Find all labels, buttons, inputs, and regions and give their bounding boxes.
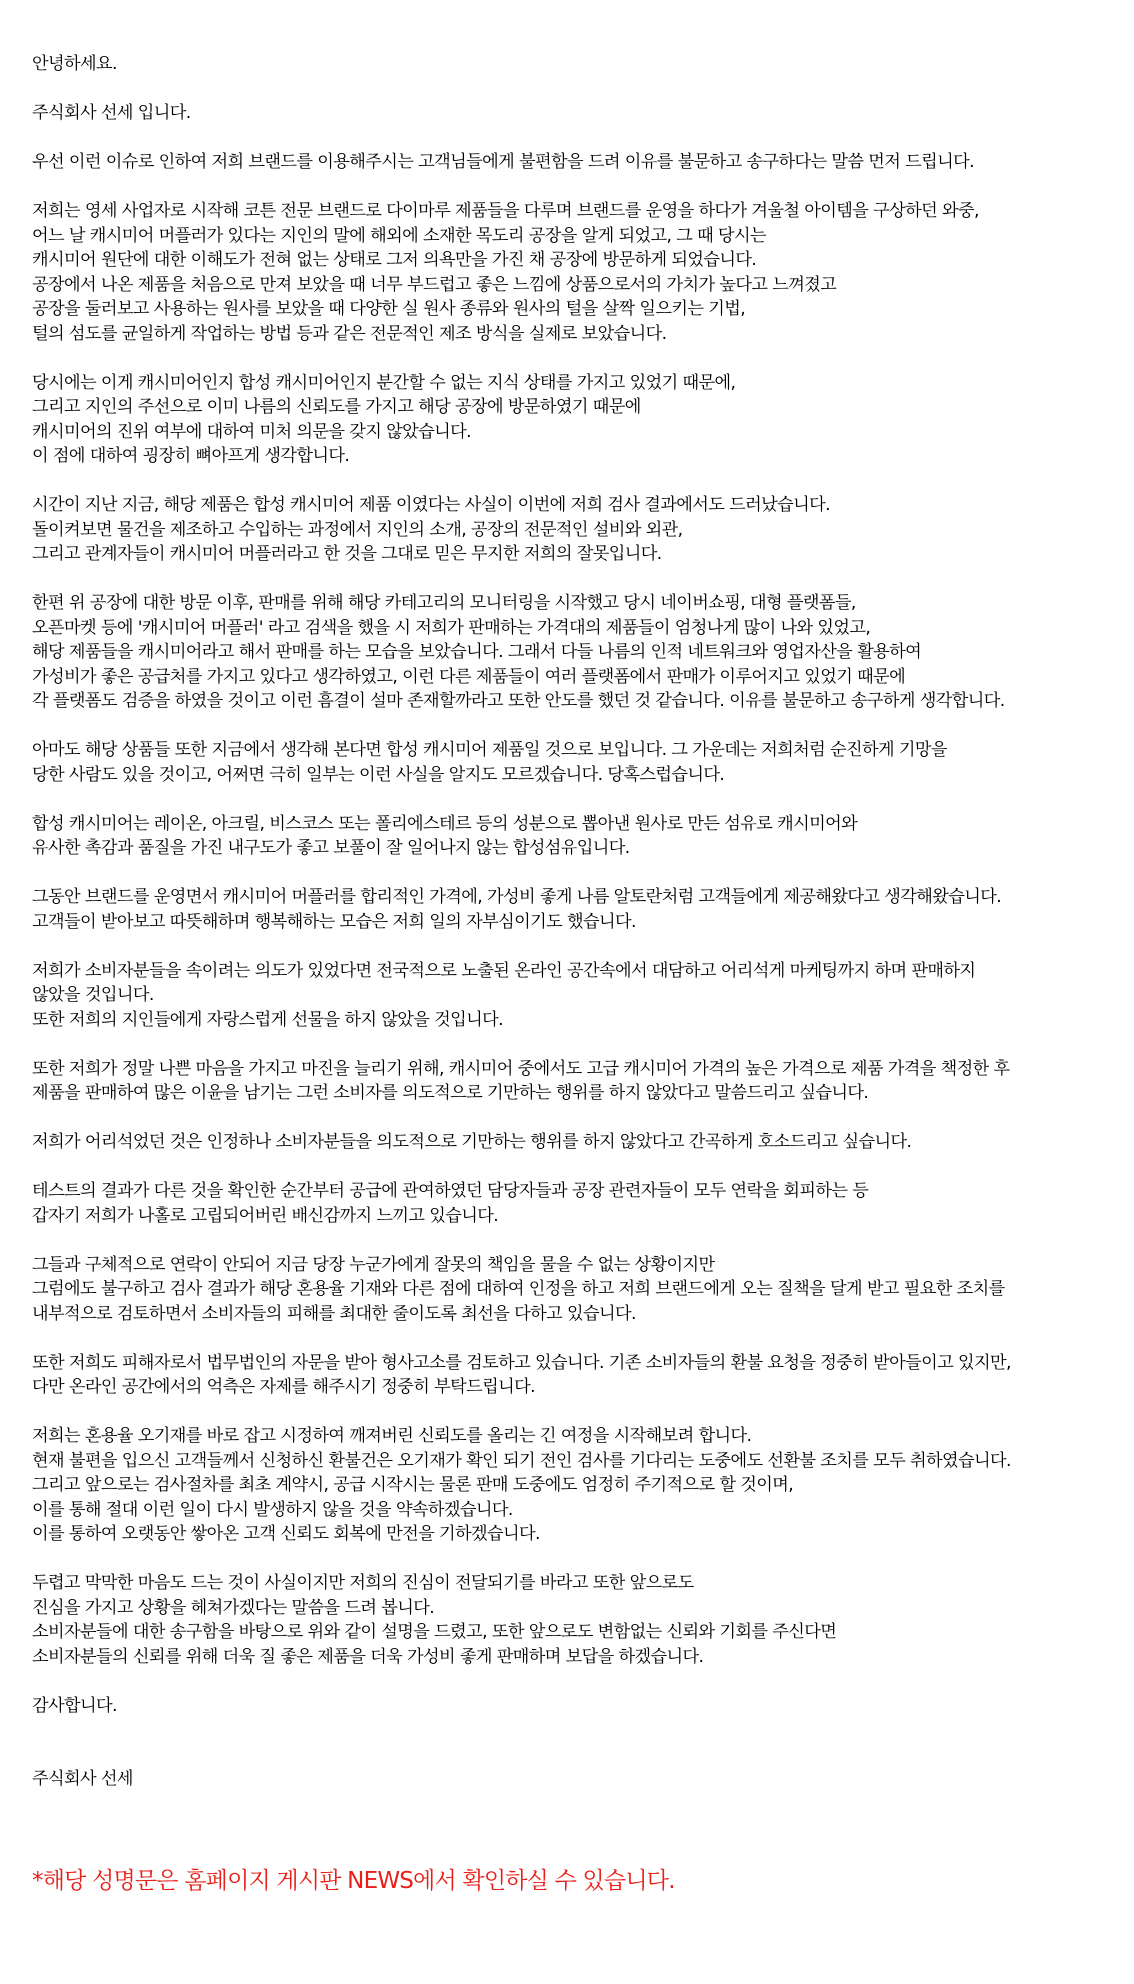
paragraph-line: 저희는 혼용율 오기재를 바로 잡고 시정하여 깨져버린 신뢰도를 올리는 긴 여정을 시작해보려 합니다. [32, 1426, 752, 1446]
paragraph-line: 그리고 앞으로는 검사절차를 최초 계약시, 공급 시작시는 물론 판매 도중에도 엄정히 주기적으로 할 것이며, [32, 1475, 794, 1495]
paragraph-line: 각 플랫폼도 검증을 하였을 것이고 이런 흠결이 설마 존재할까라고 또한 안도를 했던 것 같습니다. 이유를 불문하고 송구하게 생각합니다. [32, 691, 1005, 711]
statement-paragraph [32, 371, 1122, 469]
paragraph-line: 고객들이 받아보고 따뜻해하며 행복해하는 모습은 저희 일의 자부심이기도 했습니다. [32, 911, 636, 932]
paragraph-line: 내부적으로 검토하면서 소비자들의 피해를 최대한 줄이도록 최선을 다하고 있습니다. [32, 1303, 636, 1324]
paragraph-line: 가성비가 좋은 공급처를 가지고 있다고 생각하였고, 이런 다른 제품들이 여러 플랫폼에서 판매가 이루어지고 있었기 때문에 [32, 666, 906, 687]
statement-paragraph [32, 812, 1122, 861]
paragraph-line: 테스트의 결과가 다른 것을 확인한 순간부터 공급에 관여하였던 담당자들과 공장 관련자들이 모두 연락을 회피하는 등 [32, 1181, 869, 1201]
statement-paragraph [32, 738, 1122, 787]
paragraph-line: 저희가 소비자분들을 속이려는 의도가 있었다면 전국적으로 노출된 온라인 공간속에서 대담하고 어리석게 마케팅까지 하며 판매하지 [32, 960, 976, 981]
paragraph-line: 갑자기 저희가 나홀로 고립되어버린 배신감까지 느끼고 있습니다. [32, 1205, 499, 1226]
paragraph-line: 아마도 해당 상품들 또한 지금에서 생각해 본다면 합성 캐시미어 제품일 것으로 보입니다. 그 가운데는 저희처럼 순진하게 기망을 [32, 740, 947, 760]
paragraph-line: 캐시미어의 진위 여부에 대하여 미처 의문을 갖지 않았습니다. [32, 421, 471, 442]
spacer [32, 1718, 1122, 1767]
statement-paragraph [32, 1424, 1122, 1547]
paragraph-line: 않았을 것입니다. [32, 985, 154, 1005]
paragraph-line: 해당 제품들을 캐시미어라고 해서 판매를 하는 모습을 보았습니다. 그래서 다들 나름의 인적 네트워크와 영업자산을 활용하여 [32, 642, 922, 662]
paragraph-line: 어느 날 캐시미어 머플러가 있다는 지인의 말에 해외에 소재한 목도리 공장을 알게 되었고, 그 때 당시는 [32, 225, 766, 246]
paragraph-line: 합성 캐시미어는 레이온, 아크릴, 비스코스 또는 폴리에스테르 등의 성분으로 뽑아낸 원사로 만든 섬유로 캐시미어와 [32, 813, 858, 834]
greeting: 안녕하세요. [32, 54, 117, 74]
paragraph-line: 소비자분들의 신뢰를 위해 더욱 질 좋은 제품을 더욱 가성비 좋게 판매하며 보답을 하겠습니다. [32, 1646, 704, 1667]
paragraph-line: 털의 섬도를 균일하게 작업하는 방법 등과 같은 전문적인 제조 방식을 실제로 보았습니다. [32, 323, 667, 344]
paragraph-line: 두렵고 막막한 마음도 드는 것이 사실이지만 저희의 진심이 전달되기를 바라고 또한 앞으로도 [32, 1573, 694, 1593]
statement-paragraph [32, 1571, 1122, 1669]
statement-paragraph [32, 591, 1122, 714]
paragraph-line: 돌이켜보면 물건을 제조하고 수입하는 과정에서 지인의 소개, 공장의 전문적인 설비와 외관, [32, 519, 683, 540]
paragraph-line: 저희가 어리석었던 것은 인정하나 소비자분들을 의도적으로 기만하는 행위를 하지 않았다고 간곡하게 호소드리고 싶습니다. [32, 1132, 912, 1152]
statement-paragraph [32, 1253, 1122, 1327]
paragraph-line: 다만 온라인 공간에서의 억측은 자제를 해주시기 정중히 부탁드립니다. [32, 1377, 536, 1397]
paragraph-line: 한편 위 공장에 대한 방문 이후, 판매를 위해 해당 카테고리의 모니터링을 시작했고 당시 네이버쇼핑, 대형 플랫폼들, [32, 593, 856, 613]
paragraph-line: 이를 통하여 오랫동안 쌓아온 고객 신뢰도 회복에 만전을 기하겠습니다. [32, 1524, 540, 1544]
paragraph-line: 유사한 촉감과 품질을 가진 내구도가 좋고 보풀이 잘 일어나지 않는 합성섬유입니다. [32, 838, 630, 858]
paragraph-line: 이를 통해 절대 이런 일이 다시 발생하지 않을 것을 약속하겠습니다. [32, 1499, 513, 1520]
paragraph-line: 공장을 둘러보고 사용하는 원사를 보았을 때 다양한 실 원사 종류와 원사의 털을 살짝 일으키는 기법, [32, 299, 746, 319]
paragraph-line: 그동안 브랜드를 운영면서 캐시미어 머플러를 합리적인 가격에, 가성비 좋게 나름 알토란처럼 고객들에게 제공해왔다고 생각해왔습니다. [32, 887, 1002, 907]
statement-paragraph [32, 150, 1122, 175]
statement-paragraph [32, 199, 1122, 346]
paragraph-line: 저희는 영세 사업자로 시작해 코튼 전문 브랜드로 다이마루 제품들을 다루며 브랜드를 운영을 하다가 겨울철 아이템을 구상하던 와중, [32, 201, 979, 221]
paragraph-line: 또한 저희도 피해자로서 법무법인의 자문을 받아 형사고소를 검토하고 있습니다. 기존 소비자들의 환불 요청을 정중히 받아들이고 있지만, [32, 1352, 1011, 1373]
paragraph-line: 또한 저희의 지인들에게 자랑스럽게 선물을 하지 않았을 것입니다. [32, 1009, 503, 1030]
statement-document [32, 52, 1122, 1897]
statement-paragraph [32, 493, 1122, 567]
intro: 주식회사 선세 입니다. [32, 103, 191, 123]
statement-paragraph [32, 1179, 1122, 1228]
paragraph-line: 현재 불편을 입으신 고객들께서 신청하신 환불건은 오기재가 확인 되기 전인 검사를 기다리는 도중에도 선환불 조치를 모두 취하였습니다. [32, 1450, 1011, 1471]
statement-paragraph [32, 1130, 1122, 1155]
paragraph-line: 시간이 지난 지금, 해당 제품은 합성 캐시미어 제품 이였다는 사실이 이번에 저희 검사 결과에서도 드러났습니다. [32, 495, 830, 515]
news-notice: *해당 성명문은 홈페이지 게시판 NEWS에서 확인하실 수 있습니다. [32, 1867, 675, 1894]
paragraph-line: 소비자분들에 대한 송구함을 바탕으로 위와 같이 설명을 드렸고, 또한 앞으로도 변함없는 신뢰와 기회를 주신다면 [32, 1622, 837, 1642]
paragraph-line: 우선 이런 이슈로 인하여 저희 브랜드를 이용해주시는 고객님들에게 불편함을 드려 이유를 불문하고 송구하다는 말씀 먼저 드립니다. [32, 152, 974, 172]
statement-paragraph [32, 1351, 1122, 1400]
statement-paragraph [32, 1057, 1122, 1106]
paragraph-line: 제품을 판매하여 많은 이윤을 남기는 그런 소비자를 의도적으로 기만하는 행위를 하지 않았다고 말씀드리고 싶습니다. [32, 1083, 869, 1103]
paragraph-line: 당시에는 이게 캐시미어인지 합성 캐시미어인지 분간할 수 없는 지식 상태를 가지고 있었기 때문에, [32, 372, 736, 393]
paragraph-line: 또한 저희가 정말 나쁜 마음을 가지고 마진을 늘리기 위해, 캐시미어 중에서도 고급 캐시미어 가격의 높은 가격으로 제품 가격을 책정한 후 [32, 1058, 1010, 1079]
spacer [32, 1792, 1122, 1865]
paragraph-line: 그럼에도 불구하고 검사 결과가 해당 혼용율 기재와 다른 점에 대하여 인정을 하고 저희 브랜드에게 오는 질책을 달게 받고 필요한 조치를 [32, 1279, 1005, 1299]
statement-body [32, 150, 1122, 1669]
paragraph-line: 그리고 지인의 주선으로 이미 나름의 신뢰도를 가지고 해당 공장에 방문하였기 때문에 [32, 397, 641, 417]
closing: 감사합니다. [32, 1695, 117, 1716]
paragraph-line: 오픈마켓 등에 '캐시미어 머플러' 라고 검색을 했을 시 저희가 판매하는 가격대의 제품들이 엄청나게 많이 나와 있었고, [32, 617, 871, 638]
statement-paragraph [32, 885, 1122, 934]
paragraph-line: 그들과 구체적으로 연락이 안되어 지금 당장 누군가에게 잘못의 책임을 물을 수 없는 상황이지만 [32, 1254, 715, 1275]
paragraph-line: 진심을 가지고 상황을 헤쳐가겠다는 말씀을 드려 봅니다. [32, 1597, 435, 1618]
statement-paragraph [32, 959, 1122, 1033]
paragraph-line: 그리고 관계자들이 캐시미어 머플러라고 한 것을 그대로 믿은 무지한 저희의 잘못입니다. [32, 544, 662, 564]
paragraph-line: 공장에서 나온 제품을 처음으로 만져 보았을 때 너무 부드럽고 좋은 느낌에 상품으로서의 가치가 높다고 느껴졌고 [32, 274, 837, 295]
signature: 주식회사 선세 [32, 1769, 133, 1789]
paragraph-line: 캐시미어 원단에 대한 이해도가 전혀 없는 상태로 그저 의욕만을 가진 채 공장에 방문하게 되었습니다. [32, 250, 757, 270]
paragraph-line: 당한 사람도 있을 것이고, 어쩌면 극히 일부는 이런 사실을 알지도 모르겠습니다. 당혹스럽습니다. [32, 764, 725, 785]
paragraph-line: 이 점에 대하여 굉장히 뼈아프게 생각합니다. [32, 446, 350, 466]
